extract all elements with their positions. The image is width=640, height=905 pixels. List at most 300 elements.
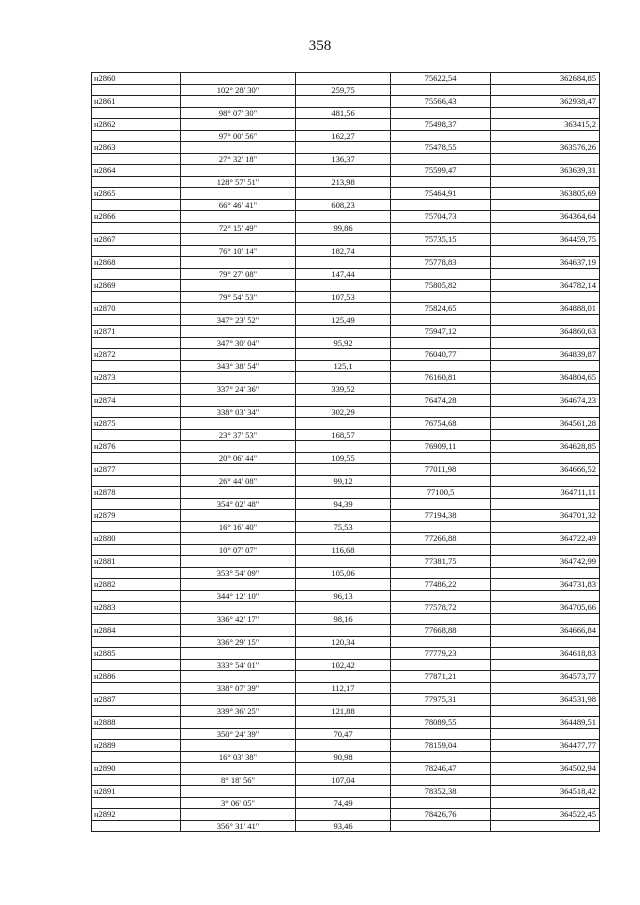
y-coordinate: 364722,49: [491, 533, 600, 545]
direction-angle: 128° 57' 51": [181, 176, 296, 188]
direction-angle: 353° 54' 09": [181, 567, 296, 579]
empty-cell: [391, 291, 491, 303]
empty-cell: [181, 395, 296, 407]
empty-cell: [491, 659, 600, 671]
empty-cell: [181, 786, 296, 798]
empty-cell: [296, 142, 391, 154]
empty-cell: [296, 579, 391, 591]
y-coordinate: 362684,85: [491, 73, 600, 85]
empty-cell: [391, 820, 491, 832]
point-row: [92, 602, 600, 614]
empty-cell: [92, 268, 181, 280]
survey-coordinates-table: [91, 72, 600, 832]
point-id: н2863: [92, 142, 181, 154]
point-row: [92, 280, 600, 292]
y-coordinate: 364522,45: [491, 809, 600, 821]
empty-cell: [491, 84, 600, 96]
empty-cell: [491, 774, 600, 786]
segment-row: [92, 452, 600, 464]
empty-cell: [491, 429, 600, 441]
point-id: н2869: [92, 280, 181, 292]
empty-cell: [92, 613, 181, 625]
segment-row: [92, 590, 600, 602]
direction-angle: 354° 02' 48": [181, 498, 296, 510]
empty-cell: [181, 257, 296, 269]
x-coordinate: 77486,22: [391, 579, 491, 591]
empty-cell: [296, 740, 391, 752]
segment-distance: 75,53: [296, 521, 391, 533]
direction-angle: 79° 54' 53": [181, 291, 296, 303]
empty-cell: [491, 705, 600, 717]
empty-cell: [181, 142, 296, 154]
empty-cell: [296, 671, 391, 683]
x-coordinate: 75498,37: [391, 119, 491, 131]
empty-cell: [92, 751, 181, 763]
empty-cell: [92, 406, 181, 418]
segment-row: [92, 360, 600, 372]
point-row: [92, 441, 600, 453]
x-coordinate: 76754,68: [391, 418, 491, 430]
empty-cell: [391, 774, 491, 786]
empty-cell: [181, 556, 296, 568]
empty-cell: [296, 165, 391, 177]
empty-cell: [491, 130, 600, 142]
segment-distance: 213,98: [296, 176, 391, 188]
empty-cell: [296, 441, 391, 453]
empty-cell: [181, 740, 296, 752]
x-coordinate: 77100,5: [391, 487, 491, 499]
direction-angle: 347° 30' 04": [181, 337, 296, 349]
x-coordinate: 75566,43: [391, 96, 491, 108]
empty-cell: [491, 360, 600, 372]
x-coordinate: 75778,83: [391, 257, 491, 269]
empty-cell: [491, 475, 600, 487]
point-row: [92, 464, 600, 476]
direction-angle: 97° 00' 56": [181, 130, 296, 142]
point-row: [92, 303, 600, 315]
empty-cell: [491, 544, 600, 556]
empty-cell: [391, 590, 491, 602]
y-coordinate: 364711,11: [491, 487, 600, 499]
empty-cell: [92, 659, 181, 671]
y-coordinate: 363639,31: [491, 165, 600, 177]
segment-distance: 94,39: [296, 498, 391, 510]
direction-angle: 356° 31' 41": [181, 820, 296, 832]
empty-cell: [391, 567, 491, 579]
empty-cell: [92, 337, 181, 349]
segment-row: [92, 544, 600, 556]
segment-row: [92, 820, 600, 832]
empty-cell: [92, 383, 181, 395]
point-id: н2882: [92, 579, 181, 591]
segment-distance: 116,68: [296, 544, 391, 556]
point-id: н2875: [92, 418, 181, 430]
table-body: [92, 73, 600, 832]
empty-cell: [296, 257, 391, 269]
empty-cell: [391, 107, 491, 119]
x-coordinate: 75478,55: [391, 142, 491, 154]
x-coordinate: 75805,82: [391, 280, 491, 292]
empty-cell: [491, 314, 600, 326]
direction-angle: 343° 38' 54": [181, 360, 296, 372]
empty-cell: [92, 291, 181, 303]
x-coordinate: 77194,38: [391, 510, 491, 522]
empty-cell: [491, 567, 600, 579]
empty-cell: [181, 165, 296, 177]
segment-row: [92, 291, 600, 303]
x-coordinate: 75622,54: [391, 73, 491, 85]
x-coordinate: 76909,11: [391, 441, 491, 453]
x-coordinate: 77381,75: [391, 556, 491, 568]
segment-distance: 107,53: [296, 291, 391, 303]
empty-cell: [491, 383, 600, 395]
x-coordinate: 77266,88: [391, 533, 491, 545]
segment-distance: 259,75: [296, 84, 391, 96]
empty-cell: [296, 625, 391, 637]
direction-angle: 27° 32' 18": [181, 153, 296, 165]
x-coordinate: 78426,76: [391, 809, 491, 821]
empty-cell: [92, 590, 181, 602]
empty-cell: [181, 188, 296, 200]
y-coordinate: 364561,28: [491, 418, 600, 430]
point-id: н2866: [92, 211, 181, 223]
segment-row: [92, 314, 600, 326]
empty-cell: [296, 786, 391, 798]
empty-cell: [491, 797, 600, 809]
y-coordinate: 364860,63: [491, 326, 600, 338]
segment-distance: 70,47: [296, 728, 391, 740]
segment-distance: 102,42: [296, 659, 391, 671]
point-id: н2886: [92, 671, 181, 683]
empty-cell: [391, 84, 491, 96]
segment-distance: 121,88: [296, 705, 391, 717]
point-row: [92, 349, 600, 361]
empty-cell: [92, 84, 181, 96]
empty-cell: [391, 199, 491, 211]
segment-row: [92, 199, 600, 211]
point-row: [92, 809, 600, 821]
direction-angle: 72° 15' 49": [181, 222, 296, 234]
empty-cell: [181, 211, 296, 223]
page-number: 358: [308, 38, 332, 54]
y-coordinate: 364731,83: [491, 579, 600, 591]
empty-cell: [491, 107, 600, 119]
segment-distance: 93,46: [296, 820, 391, 832]
y-coordinate: 364477,77: [491, 740, 600, 752]
empty-cell: [296, 96, 391, 108]
segment-distance: 105,06: [296, 567, 391, 579]
direction-angle: 23° 37' 53": [181, 429, 296, 441]
direction-angle: 338° 07' 39": [181, 682, 296, 694]
y-coordinate: 364628,85: [491, 441, 600, 453]
segment-distance: 95,92: [296, 337, 391, 349]
empty-cell: [391, 429, 491, 441]
direction-angle: 98° 07' 30": [181, 107, 296, 119]
empty-cell: [92, 176, 181, 188]
segment-row: [92, 176, 600, 188]
segment-row: [92, 268, 600, 280]
point-id: н2877: [92, 464, 181, 476]
direction-angle: 333° 54' 01": [181, 659, 296, 671]
x-coordinate: 77578,72: [391, 602, 491, 614]
point-id: н2878: [92, 487, 181, 499]
segment-distance: 109,55: [296, 452, 391, 464]
direction-angle: 347° 23' 52": [181, 314, 296, 326]
point-row: [92, 165, 600, 177]
empty-cell: [296, 372, 391, 384]
empty-cell: [391, 153, 491, 165]
empty-cell: [92, 498, 181, 510]
y-coordinate: 363805,69: [491, 188, 600, 200]
segment-distance: 168,57: [296, 429, 391, 441]
empty-cell: [391, 521, 491, 533]
point-id: н2862: [92, 119, 181, 131]
empty-cell: [491, 521, 600, 533]
x-coordinate: 75735,15: [391, 234, 491, 246]
empty-cell: [92, 682, 181, 694]
point-id: н2860: [92, 73, 181, 85]
direction-angle: 336° 29' 15": [181, 636, 296, 648]
segment-row: [92, 498, 600, 510]
direction-angle: 10° 07' 07": [181, 544, 296, 556]
segment-row: [92, 705, 600, 717]
y-coordinate: 363576,26: [491, 142, 600, 154]
empty-cell: [296, 809, 391, 821]
empty-cell: [296, 73, 391, 85]
point-row: [92, 648, 600, 660]
empty-cell: [181, 625, 296, 637]
point-id: н2884: [92, 625, 181, 637]
y-coordinate: 364364,64: [491, 211, 600, 223]
segment-row: [92, 636, 600, 648]
empty-cell: [391, 659, 491, 671]
x-coordinate: 77668,88: [391, 625, 491, 637]
x-coordinate: 78352,38: [391, 786, 491, 798]
empty-cell: [92, 314, 181, 326]
y-coordinate: 364618,83: [491, 648, 600, 660]
empty-cell: [391, 728, 491, 740]
empty-cell: [296, 119, 391, 131]
y-coordinate: 364531,98: [491, 694, 600, 706]
segment-row: [92, 659, 600, 671]
x-coordinate: 78159,04: [391, 740, 491, 752]
empty-cell: [92, 567, 181, 579]
point-row: [92, 763, 600, 775]
segment-row: [92, 153, 600, 165]
empty-cell: [92, 797, 181, 809]
segment-row: [92, 613, 600, 625]
empty-cell: [181, 119, 296, 131]
point-id: н2892: [92, 809, 181, 821]
empty-cell: [181, 533, 296, 545]
empty-cell: [391, 360, 491, 372]
empty-cell: [391, 544, 491, 556]
empty-cell: [92, 222, 181, 234]
empty-cell: [296, 694, 391, 706]
direction-angle: 20° 06' 44": [181, 452, 296, 464]
x-coordinate: 78246,47: [391, 763, 491, 775]
empty-cell: [491, 268, 600, 280]
direction-angle: 339° 36' 25": [181, 705, 296, 717]
point-id: н2873: [92, 372, 181, 384]
segment-distance: 125,1: [296, 360, 391, 372]
direction-angle: 26° 44' 08": [181, 475, 296, 487]
empty-cell: [296, 395, 391, 407]
empty-cell: [181, 303, 296, 315]
y-coordinate: 364666,52: [491, 464, 600, 476]
direction-angle: 338° 03' 34": [181, 406, 296, 418]
empty-cell: [296, 280, 391, 292]
point-row: [92, 257, 600, 269]
point-row: [92, 211, 600, 223]
y-coordinate: 364742,99: [491, 556, 600, 568]
empty-cell: [296, 533, 391, 545]
point-id: н2890: [92, 763, 181, 775]
empty-cell: [92, 107, 181, 119]
empty-cell: [491, 728, 600, 740]
point-row: [92, 96, 600, 108]
empty-cell: [296, 556, 391, 568]
empty-cell: [296, 510, 391, 522]
empty-cell: [181, 510, 296, 522]
empty-cell: [181, 73, 296, 85]
point-id: н2887: [92, 694, 181, 706]
point-row: [92, 533, 600, 545]
empty-cell: [92, 774, 181, 786]
empty-cell: [491, 337, 600, 349]
empty-cell: [181, 671, 296, 683]
empty-cell: [296, 464, 391, 476]
empty-cell: [92, 820, 181, 832]
segment-distance: 339,52: [296, 383, 391, 395]
segment-distance: 74,49: [296, 797, 391, 809]
empty-cell: [491, 176, 600, 188]
empty-cell: [296, 487, 391, 499]
empty-cell: [391, 268, 491, 280]
y-coordinate: 364782,14: [491, 280, 600, 292]
x-coordinate: 75947,12: [391, 326, 491, 338]
point-row: [92, 119, 600, 131]
empty-cell: [181, 96, 296, 108]
point-id: н2867: [92, 234, 181, 246]
segment-distance: 182,74: [296, 245, 391, 257]
empty-cell: [296, 418, 391, 430]
empty-cell: [391, 176, 491, 188]
empty-cell: [491, 452, 600, 464]
empty-cell: [181, 418, 296, 430]
segment-distance: 147,44: [296, 268, 391, 280]
y-coordinate: 363415,2: [491, 119, 600, 131]
x-coordinate: 77975,31: [391, 694, 491, 706]
y-coordinate: 364701,32: [491, 510, 600, 522]
x-coordinate: 75704,73: [391, 211, 491, 223]
point-id: н2864: [92, 165, 181, 177]
segment-row: [92, 567, 600, 579]
point-row: [92, 395, 600, 407]
point-row: [92, 326, 600, 338]
y-coordinate: 364888,01: [491, 303, 600, 315]
empty-cell: [296, 303, 391, 315]
segment-distance: 98,16: [296, 613, 391, 625]
empty-cell: [391, 636, 491, 648]
empty-cell: [296, 326, 391, 338]
segment-distance: 120,34: [296, 636, 391, 648]
empty-cell: [181, 441, 296, 453]
point-row: [92, 694, 600, 706]
empty-cell: [181, 579, 296, 591]
empty-cell: [92, 429, 181, 441]
empty-cell: [181, 326, 296, 338]
segment-distance: 136,37: [296, 153, 391, 165]
empty-cell: [391, 682, 491, 694]
direction-angle: 79° 27' 08": [181, 268, 296, 280]
empty-cell: [391, 406, 491, 418]
empty-cell: [391, 337, 491, 349]
y-coordinate: 364666,84: [491, 625, 600, 637]
point-id: н2891: [92, 786, 181, 798]
empty-cell: [181, 372, 296, 384]
segment-row: [92, 751, 600, 763]
segment-row: [92, 475, 600, 487]
direction-angle: 66° 46' 41": [181, 199, 296, 211]
empty-cell: [491, 498, 600, 510]
empty-cell: [296, 234, 391, 246]
empty-cell: [92, 360, 181, 372]
empty-cell: [296, 349, 391, 361]
y-coordinate: 364573,77: [491, 671, 600, 683]
empty-cell: [391, 383, 491, 395]
empty-cell: [181, 234, 296, 246]
empty-cell: [491, 751, 600, 763]
point-id: н2872: [92, 349, 181, 361]
empty-cell: [181, 464, 296, 476]
empty-cell: [181, 763, 296, 775]
empty-cell: [391, 130, 491, 142]
empty-cell: [92, 199, 181, 211]
empty-cell: [92, 544, 181, 556]
empty-cell: [92, 636, 181, 648]
empty-cell: [92, 245, 181, 257]
point-id: н2861: [92, 96, 181, 108]
empty-cell: [181, 809, 296, 821]
y-coordinate: 364518,42: [491, 786, 600, 798]
segment-distance: 162,27: [296, 130, 391, 142]
segment-row: [92, 797, 600, 809]
empty-cell: [491, 820, 600, 832]
point-id: н2880: [92, 533, 181, 545]
point-row: [92, 487, 600, 499]
empty-cell: [296, 602, 391, 614]
empty-cell: [391, 314, 491, 326]
empty-cell: [92, 130, 181, 142]
empty-cell: [491, 682, 600, 694]
segment-row: [92, 107, 600, 119]
direction-angle: 16° 03' 38": [181, 751, 296, 763]
x-coordinate: 77871,21: [391, 671, 491, 683]
y-coordinate: 364459,75: [491, 234, 600, 246]
segment-row: [92, 429, 600, 441]
direction-angle: 8° 18' 56": [181, 774, 296, 786]
x-coordinate: 77779,23: [391, 648, 491, 660]
empty-cell: [391, 751, 491, 763]
empty-cell: [491, 590, 600, 602]
empty-cell: [391, 222, 491, 234]
empty-cell: [181, 717, 296, 729]
direction-angle: 102° 28' 30": [181, 84, 296, 96]
segment-distance: 125,49: [296, 314, 391, 326]
segment-distance: 90,98: [296, 751, 391, 763]
segment-row: [92, 337, 600, 349]
